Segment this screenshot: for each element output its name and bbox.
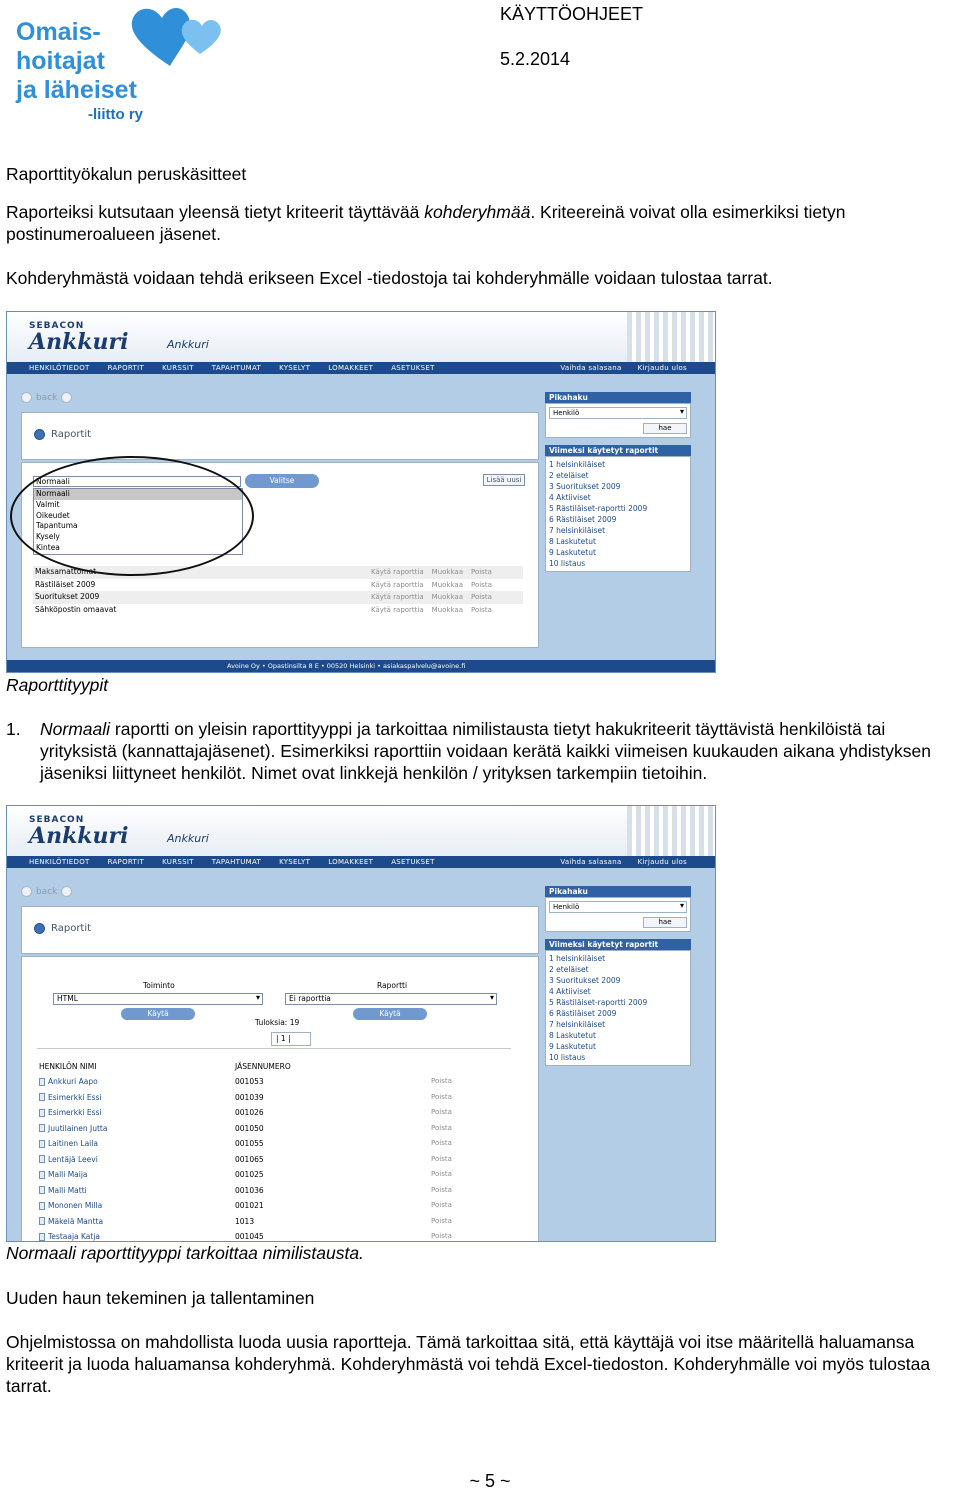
type-option[interactable]: Valmit bbox=[36, 499, 60, 509]
member-name-link[interactable]: Malli Matti bbox=[48, 1185, 87, 1195]
menu-item[interactable]: HENKILÖTIEDOT bbox=[29, 364, 90, 372]
recent-report-link[interactable]: 5 Rästiläiset-raportti 2009 bbox=[549, 504, 648, 513]
delete-link[interactable]: Poista bbox=[431, 1108, 452, 1116]
back-nav[interactable] bbox=[21, 392, 72, 403]
list-item-normal-report bbox=[6, 718, 956, 784]
person-card-icon bbox=[39, 1217, 45, 1225]
member-number: 001065 bbox=[235, 1154, 264, 1164]
table-row bbox=[39, 1167, 479, 1183]
delete-link[interactable]: Poista bbox=[431, 1123, 452, 1132]
recent-report-link[interactable]: 4 Aktiiviset bbox=[549, 987, 591, 996]
recent-report-link[interactable]: 7 helsinkiläiset bbox=[549, 1020, 606, 1029]
back-arrow-icon[interactable] bbox=[21, 886, 32, 897]
table-row bbox=[39, 1214, 479, 1230]
app-header bbox=[7, 312, 716, 362]
recent-reports-list bbox=[545, 950, 691, 1066]
quick-search-select[interactable]: Henkilö ▾ bbox=[549, 901, 687, 913]
brand-small: SEBACON bbox=[29, 321, 85, 331]
member-name-link[interactable]: Testaaja Katja bbox=[48, 1232, 101, 1241]
logout-link[interactable]: Kirjaudu ulos bbox=[637, 364, 687, 372]
menu-item[interactable]: RAPORTIT bbox=[107, 858, 145, 866]
forward-arrow-icon[interactable] bbox=[61, 886, 72, 897]
person-card-icon bbox=[39, 1093, 45, 1101]
type-option[interactable]: Normaali bbox=[34, 489, 242, 500]
member-number: 001055 bbox=[235, 1139, 264, 1148]
use-report-link[interactable]: Käytä raporttia bbox=[371, 580, 424, 589]
section-title-new-search: Uuden haun tekeminen ja tallentaminen bbox=[6, 1288, 315, 1308]
menu-item[interactable]: LOMAKKEET bbox=[328, 858, 374, 866]
recent-report-link[interactable]: 3 Suoritukset 2009 bbox=[549, 482, 621, 491]
header-stripes bbox=[627, 806, 716, 856]
action-select[interactable]: HTML ▾ bbox=[53, 993, 263, 1005]
recent-report-link[interactable]: 9 Laskutetut bbox=[549, 1042, 596, 1051]
column-header-number: JÄSENNUMERO bbox=[235, 1062, 291, 1071]
report-row bbox=[33, 604, 523, 617]
member-name-link[interactable]: Ankkuri Aapo bbox=[48, 1077, 98, 1086]
logo-line: -liitto ry bbox=[88, 106, 143, 123]
use-report-link[interactable]: Käytä raporttia bbox=[371, 605, 424, 614]
app-menu bbox=[7, 362, 716, 374]
member-number: 001036 bbox=[235, 1185, 264, 1195]
recent-report-link[interactable]: 6 Rästiläiset 2009 bbox=[549, 1009, 617, 1018]
document-date: 5.2.2014 bbox=[500, 49, 571, 69]
table-row bbox=[39, 1152, 479, 1168]
person-card-icon bbox=[39, 1155, 45, 1163]
member-list bbox=[39, 1074, 479, 1242]
member-name-link[interactable]: Mononen Milla bbox=[48, 1201, 103, 1210]
member-number: 001026 bbox=[235, 1108, 264, 1117]
delete-link[interactable]: Poista bbox=[470, 568, 492, 576]
delete-link[interactable]: Poista bbox=[431, 1185, 452, 1194]
reports-panel-header bbox=[21, 412, 539, 460]
logo-line: ja läheiset bbox=[16, 76, 137, 104]
delete-link[interactable]: Poista bbox=[431, 1216, 452, 1225]
arrow-circle-icon bbox=[34, 923, 45, 934]
menu-item[interactable]: HENKILÖTIEDOT bbox=[29, 858, 90, 866]
highlight-ellipse bbox=[10, 456, 254, 576]
table-row bbox=[39, 1074, 479, 1090]
header-stripes bbox=[627, 312, 716, 362]
person-card-icon bbox=[39, 1140, 45, 1148]
pagination[interactable]: | 1 | bbox=[271, 1032, 311, 1046]
type-option[interactable]: Tapantuma bbox=[36, 521, 78, 531]
back-arrow-icon[interactable] bbox=[21, 392, 32, 403]
report-row bbox=[33, 579, 523, 592]
quick-search-box bbox=[545, 403, 691, 438]
quick-search-select[interactable]: Henkilö ▾ bbox=[549, 407, 687, 419]
member-number: 001039 bbox=[235, 1092, 264, 1102]
forward-arrow-icon[interactable] bbox=[61, 392, 72, 403]
person-card-icon bbox=[39, 1202, 45, 1210]
person-card-icon bbox=[39, 1109, 45, 1117]
use-report-button[interactable]: Käytä bbox=[353, 1008, 427, 1020]
panel-title: Raportit bbox=[51, 923, 92, 934]
term-normaali: Normaali bbox=[40, 719, 111, 739]
reports-panel-header bbox=[21, 906, 539, 954]
brand-large: Ankkuri bbox=[29, 823, 129, 849]
recent-report-link[interactable]: 6 Rästiläiset 2009 bbox=[549, 515, 617, 524]
table-row bbox=[39, 1121, 479, 1137]
sidebar bbox=[545, 392, 691, 572]
delete-link[interactable]: Poista bbox=[431, 1092, 452, 1101]
member-number: 001025 bbox=[235, 1170, 264, 1179]
recent-report-link[interactable]: 8 Laskutetut bbox=[549, 1031, 596, 1040]
brand-small: SEBACON bbox=[29, 815, 85, 825]
recent-report-link[interactable]: 3 Suoritukset 2009 bbox=[549, 976, 621, 985]
type-option[interactable]: Oikeudet bbox=[36, 510, 70, 520]
member-number: 001053 bbox=[235, 1077, 264, 1086]
use-action-button[interactable]: Käytä bbox=[121, 1008, 195, 1020]
table-row bbox=[39, 1105, 479, 1121]
report-name[interactable]: Suoritukset 2009 bbox=[35, 592, 100, 602]
recent-report-link[interactable]: 8 Laskutetut bbox=[549, 537, 596, 546]
paragraph-new-reports: Ohjelmistossa on mahdollista luoda uusia raportteja. Tämä tarkoittaa sitä, että käyttäjä voi itse määritellä haluamansa kriteerit ja luoda haluamansa kohderyhmä. Kohderyhmästä voi tehdä Excel-tiedoston. Kohderyhmälle voi myös tulostaa tarrat. bbox=[6, 1332, 931, 1396]
column-header-name: HENKILÖN NIMI bbox=[39, 1062, 97, 1071]
panel-title: Raportit bbox=[51, 429, 92, 440]
menu-item[interactable]: KURSSIT bbox=[162, 858, 194, 866]
menu-item[interactable]: TAPAHTUMAT bbox=[211, 364, 262, 372]
menu-item[interactable]: TAPAHTUMAT bbox=[211, 858, 262, 866]
results-count: Tuloksia: 19 bbox=[255, 1018, 300, 1027]
delete-link[interactable]: Poista bbox=[470, 593, 492, 602]
recent-report-link[interactable]: 2 eteläiset bbox=[549, 965, 589, 974]
app-menu bbox=[7, 856, 716, 868]
member-name-link[interactable]: Mäkelä Mantta bbox=[48, 1216, 104, 1226]
person-card-icon bbox=[39, 1124, 45, 1132]
recent-reports-list bbox=[545, 456, 691, 572]
paragraph-excel-labels: Kohderyhmästä voidaan tehdä erikseen Excel -tiedostoja tai kohderyhmälle voidaan tulostaa tarrat. bbox=[6, 268, 773, 288]
delete-link[interactable]: Poista bbox=[431, 1232, 452, 1240]
recent-report-link[interactable]: 9 Laskutetut bbox=[549, 548, 596, 557]
logo-line: Omais- bbox=[16, 18, 101, 46]
brand-large: Ankkuri bbox=[29, 329, 129, 355]
recent-reports-title: Viimeksi käytetyt raportit bbox=[545, 939, 691, 950]
menu-item[interactable]: ASETUKSET bbox=[391, 364, 435, 372]
edit-link[interactable]: Muokkaa bbox=[431, 593, 463, 602]
app-footer: Avoine Oy • Opastinsilta 8 E • 00520 Helsinki • asiakaspalvelu@avoine.fi bbox=[7, 660, 716, 672]
add-new-button[interactable]: Lisää uusi bbox=[483, 474, 525, 486]
delete-link[interactable]: Poista bbox=[470, 605, 492, 614]
member-name-link[interactable]: Esimerkki Essi bbox=[48, 1108, 102, 1117]
recent-report-link[interactable]: 1 helsinkiläiset bbox=[549, 460, 606, 469]
change-password-link[interactable]: Vaihda salasana bbox=[560, 858, 622, 866]
report-name[interactable]: Rästiläiset 2009 bbox=[35, 579, 96, 589]
member-name-link[interactable]: Lentäjä Leevi bbox=[48, 1154, 98, 1164]
recent-report-link[interactable]: 10 listaus bbox=[549, 1053, 586, 1062]
menu-item[interactable]: RAPORTIT bbox=[107, 364, 145, 372]
member-name-link[interactable]: Laitinen Laila bbox=[48, 1139, 98, 1148]
action-label: Toiminto bbox=[143, 981, 175, 990]
list-item-text: raportti on yleisin raporttityyppi ja tarkoittaa nimilistausta tietyt hakukriteerit täyttävistä henkilöistä tai yrityksistä (kannattajajäsenet). Esimerkiksi raporttiin voidaan kerätä kaikki viimeisen kuukauden aikana yhdistyksen jäseniksi liittyneet henkilöt. Nimet ovat linkkejä henkilön / yrityksen tarkempiin tietoihin. bbox=[40, 719, 931, 783]
table-row bbox=[39, 1090, 479, 1106]
table-row bbox=[39, 1229, 479, 1242]
person-card-icon bbox=[39, 1233, 45, 1241]
person-card-icon bbox=[39, 1186, 45, 1194]
type-option[interactable]: Kintea bbox=[36, 542, 60, 552]
screenshot-normal-report bbox=[6, 805, 716, 1242]
back-label[interactable]: back bbox=[36, 392, 58, 403]
arrow-circle-icon bbox=[34, 429, 45, 440]
search-button[interactable]: hae bbox=[643, 917, 687, 928]
report-row bbox=[33, 591, 523, 604]
table-row bbox=[39, 1136, 479, 1152]
use-report-link[interactable]: Käytä raporttia bbox=[371, 568, 424, 576]
quick-search-title: Pikahaku bbox=[545, 392, 691, 403]
table-row bbox=[39, 1198, 479, 1214]
type-option[interactable]: Kysely bbox=[36, 532, 60, 542]
sidebar bbox=[545, 886, 691, 1066]
report-select[interactable]: Ei raporttia ▾ bbox=[285, 993, 497, 1005]
member-number: 001050 bbox=[235, 1123, 264, 1133]
logo-line: hoitajat bbox=[16, 47, 105, 75]
back-label[interactable]: back bbox=[36, 886, 58, 897]
org-logo bbox=[10, 2, 220, 126]
logout-link[interactable]: Kirjaudu ulos bbox=[637, 858, 687, 866]
change-password-link[interactable]: Vaihda salasana bbox=[560, 364, 622, 372]
quick-search-title: Pikahaku bbox=[545, 886, 691, 897]
recent-report-link[interactable]: 5 Rästiläiset-raportti 2009 bbox=[549, 998, 648, 1007]
choose-button[interactable]: Valitse bbox=[245, 474, 319, 488]
brand-sub: Ankkuri bbox=[167, 832, 209, 845]
member-number: 001045 bbox=[235, 1232, 264, 1241]
edit-link[interactable]: Muokkaa bbox=[431, 568, 463, 576]
edit-link[interactable]: Muokkaa bbox=[431, 605, 463, 614]
report-type-select[interactable]: Normaali bbox=[33, 476, 241, 487]
table-row bbox=[39, 1183, 479, 1199]
member-number: 1013 bbox=[235, 1216, 255, 1226]
hearts-logo-icon bbox=[120, 2, 224, 74]
member-number: 001021 bbox=[235, 1201, 264, 1210]
person-card-icon bbox=[39, 1171, 45, 1179]
screenshot-report-types bbox=[6, 311, 716, 673]
menu-item[interactable]: ASETUKSET bbox=[391, 858, 435, 866]
recent-report-link[interactable]: 2 eteläiset bbox=[549, 471, 589, 480]
member-name-link[interactable]: Esimerkki Essi bbox=[48, 1092, 102, 1102]
delete-link[interactable]: Poista bbox=[431, 1201, 452, 1209]
report-name[interactable]: Maksamattomat bbox=[35, 567, 97, 576]
use-report-link[interactable]: Käytä raporttia bbox=[371, 593, 424, 602]
delete-link[interactable]: Poista bbox=[431, 1139, 452, 1147]
menu-item[interactable]: KURSSIT bbox=[162, 364, 194, 372]
recent-report-link[interactable]: 4 Aktiiviset bbox=[549, 493, 591, 502]
member-name-link[interactable]: Malli Maija bbox=[48, 1170, 88, 1179]
search-button[interactable]: hae bbox=[643, 423, 687, 434]
recent-report-link[interactable]: 10 listaus bbox=[549, 559, 586, 568]
figure-caption: Normaali raporttityyppi tarkoittaa nimilistausta. bbox=[6, 1243, 364, 1263]
person-card-icon bbox=[39, 1078, 45, 1086]
report-name[interactable]: Sähköpostin omaavat bbox=[35, 604, 117, 614]
brand-sub: Ankkuri bbox=[167, 338, 209, 351]
page-number: ~ 5 ~ bbox=[469, 1471, 511, 1491]
section-title-basics: Raporttityökalun peruskäsitteet bbox=[6, 164, 247, 184]
document-title: KÄYTTÖOHJEET bbox=[500, 4, 644, 24]
recent-report-link[interactable]: 1 helsinkiläiset bbox=[549, 954, 606, 963]
paragraph-reports-definition: Raporteiksi kutsutaan yleensä tietyt kriteerit täyttävää kohderyhmää. Kriteereinä voivat olla esimerkiksi tietyn postinumeroalueen jäsenet. bbox=[6, 202, 846, 244]
subheading-report-types: Raporttityypit bbox=[6, 675, 109, 695]
quick-search-box bbox=[545, 897, 691, 932]
app-header bbox=[7, 806, 716, 856]
report-label: Raportti bbox=[377, 981, 408, 990]
menu-item[interactable]: LOMAKKEET bbox=[328, 364, 374, 372]
edit-link[interactable]: Muokkaa bbox=[431, 580, 463, 589]
delete-link[interactable]: Poista bbox=[431, 1077, 452, 1085]
divider bbox=[37, 1048, 511, 1049]
member-name-link[interactable]: Juutilainen Jutta bbox=[48, 1123, 108, 1133]
back-nav[interactable] bbox=[21, 886, 72, 897]
delete-link[interactable]: Poista bbox=[431, 1154, 452, 1163]
delete-link[interactable]: Poista bbox=[470, 580, 492, 589]
delete-link[interactable]: Poista bbox=[431, 1170, 452, 1178]
recent-report-link[interactable]: 7 helsinkiläiset bbox=[549, 526, 606, 535]
recent-reports-title: Viimeksi käytetyt raportit bbox=[545, 445, 691, 456]
menu-item[interactable]: KYSELYT bbox=[279, 858, 311, 866]
menu-item[interactable]: KYSELYT bbox=[279, 364, 311, 372]
list-number: 1. bbox=[6, 719, 21, 739]
